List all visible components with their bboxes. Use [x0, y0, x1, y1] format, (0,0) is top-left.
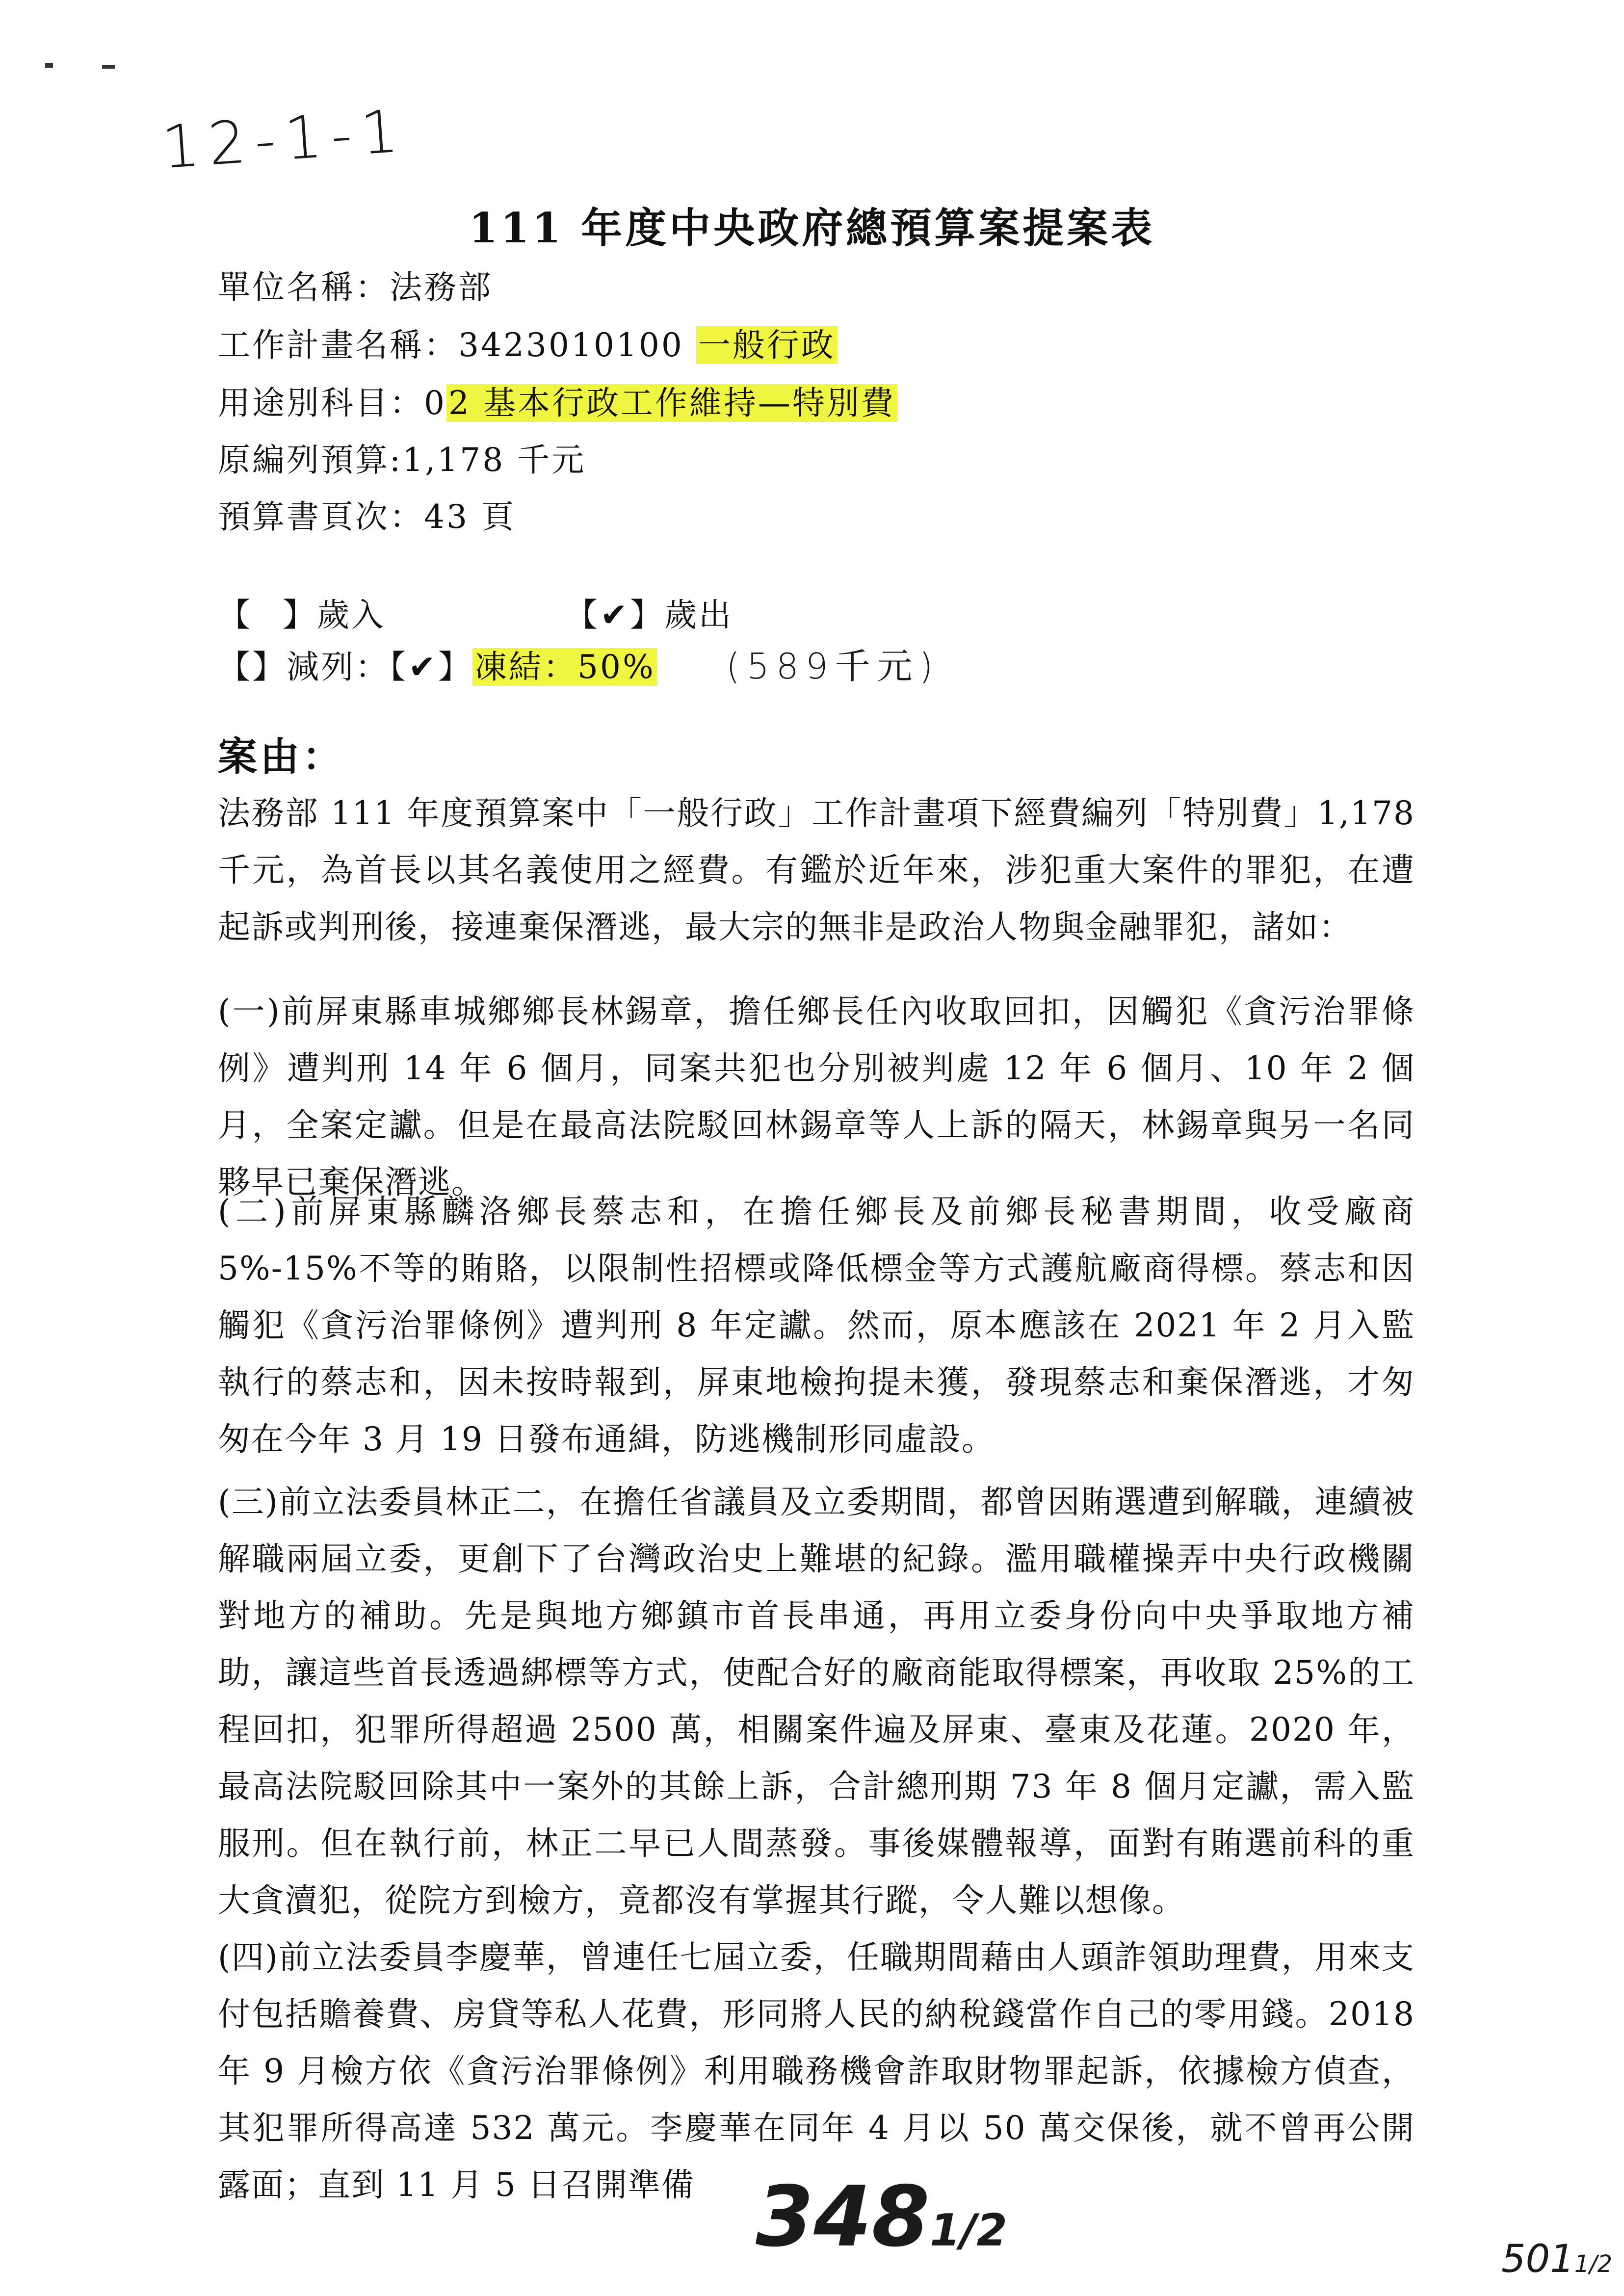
sheet-number-fraction: 1/2 [1574, 2250, 1613, 2278]
case-item-paragraph: (一)前屏東縣車城鄉鄉長林錫章，擔任鄉長任內收取回扣，因觸犯《貪污治罪條例》遭判刑 14 年 6 個月，同案共犯也分別被判處 12 年 6 個月、10 年 2 個月，全案定讞。但是在最高法院駁回林錫章等人上訴的隔天，林錫章與另一名同夥早已棄保潛逃。 [218, 992, 1415, 1201]
page-number-fraction: 1/2 [929, 2205, 1007, 2256]
scan-mark-1 [45, 63, 53, 68]
expenditure-option [565, 589, 733, 635]
case-item-paragraph: (三)前立法委員林正二，在擔任省議員及立委期間，都曾因賄選遭到解職，連續被解職兩屆立委，更創下了台灣政治史上難堪的紀錄。濫用職權操弄中央行政機關對地方的補助。先是與地方鄉鎮市首長串通，再用立委身份向中央爭取地方補助，讓這些首長透過綁標等方式，使配合好的廠商能取得標案，再收取 25%的工程回扣，犯罪所得超過 2500 萬，相關案件遍及屏東、臺東及花蓮。2020 年，最高法院駁回除其中一案外的其餘上訴，合計總刑期 73 年 8 個月定讞，需入監服刑。但在執行前，林正二早已人間蒸發。事後媒體報導，面對有賄選前科的重大貪瀆犯，從院方到檢方，竟都沒有掌握其行蹤，令人難以想像。 [218, 1483, 1415, 1919]
case-intro-paragraph: 法務部 111 年度預算案中「一般行政」工作計畫項下經費編列「特別費」1,178 千元，為首長以其名義使用之經費。有鑑於近年來，涉犯重大案件的罪犯，在遭起訴或判刑後，接連棄保潛逃，最大宗的無非是政治人物與金融罪犯，諸如： [218, 794, 1415, 946]
page-number-value: 348 [756, 2168, 930, 2266]
original-budget-field: 原編列預算:1,178 千元 [218, 441, 586, 479]
scan-mark-2 [102, 65, 115, 69]
handwritten-page-number [756, 2168, 1007, 2266]
expense-subject-name: 2 基本行政工作維持—特別費 [446, 384, 897, 422]
sheet-number-value: 501 [1501, 2237, 1574, 2281]
unit-name-field: 單位名稱：法務部 [218, 268, 493, 306]
handwritten-side-note: (589千元) [726, 646, 940, 687]
handwritten-sheet-number [1501, 2237, 1612, 2281]
revenue-option [218, 589, 386, 635]
work-plan-name: 一般行政 [696, 326, 838, 364]
handwritten-file-number: 12-1-1 [159, 97, 410, 183]
case-heading: 案由： [218, 733, 344, 780]
reduce-label: 【】減列：【 [218, 648, 408, 686]
page-title: 111 年度中央政府總預算案提案表 [469, 204, 1155, 252]
reduce-freeze-option [218, 641, 657, 687]
freeze-checkbox[interactable]: ✔ [408, 648, 438, 686]
revenue-label: 】歲入 [283, 596, 386, 634]
budget-page-field: 預算書頁次：43 頁 [218, 498, 516, 536]
expenditure-checkbox[interactable]: ✔ [600, 596, 629, 634]
freeze-bracket-close: 】 [438, 648, 472, 686]
expense-subject-field [218, 377, 897, 423]
work-plan-field [218, 319, 838, 365]
freeze-label: 凍結：50% [472, 648, 657, 686]
revenue-bracket-open: 【 [218, 596, 252, 634]
expenditure-label: 】歲出 [630, 596, 733, 634]
case-item-paragraph: (四)前立法委員李慶華，曾連任七屆立委，任職期間藉由人頭詐領助理費，用來支付包括贍養費、房貸等私人花費，形同將人民的納稅錢當作自己的零用錢。2018 年 9 月檢方依《貪污治罪條例》利用職務機會詐取財物罪起訴，依據檢方偵查，其犯罪所得高達 532 萬元。李慶華在同年 4 月以 50 萬交保後，就不曾再公開露面；直到 11 月 5 日召開準備 [218, 1938, 1415, 2204]
work-plan-label: 工作計畫名稱：3423010100 [218, 326, 684, 364]
expense-subject-label: 用途別科目：0 [218, 384, 446, 422]
expenditure-bracket-open: 【 [565, 596, 600, 634]
case-item-paragraph: (二)前屏東縣麟洛鄉長蔡志和，在擔任鄉長及前鄉長秘書期間，收受廠商 5%-15%不等的賄賂，以限制性招標或降低標金等方式護航廠商得標。蔡志和因觸犯《貪污治罪條例》遭判刑 8 年定讞。然而，原本應該在 2021 年 2 月入監執行的蔡志和，因未按時報到，屏東地檢拘提未獲，發現蔡志和棄保潛逃，才匆匆在今年 3 月 19 日發布通緝，防逃機制形同虛設。 [218, 1193, 1415, 1458]
